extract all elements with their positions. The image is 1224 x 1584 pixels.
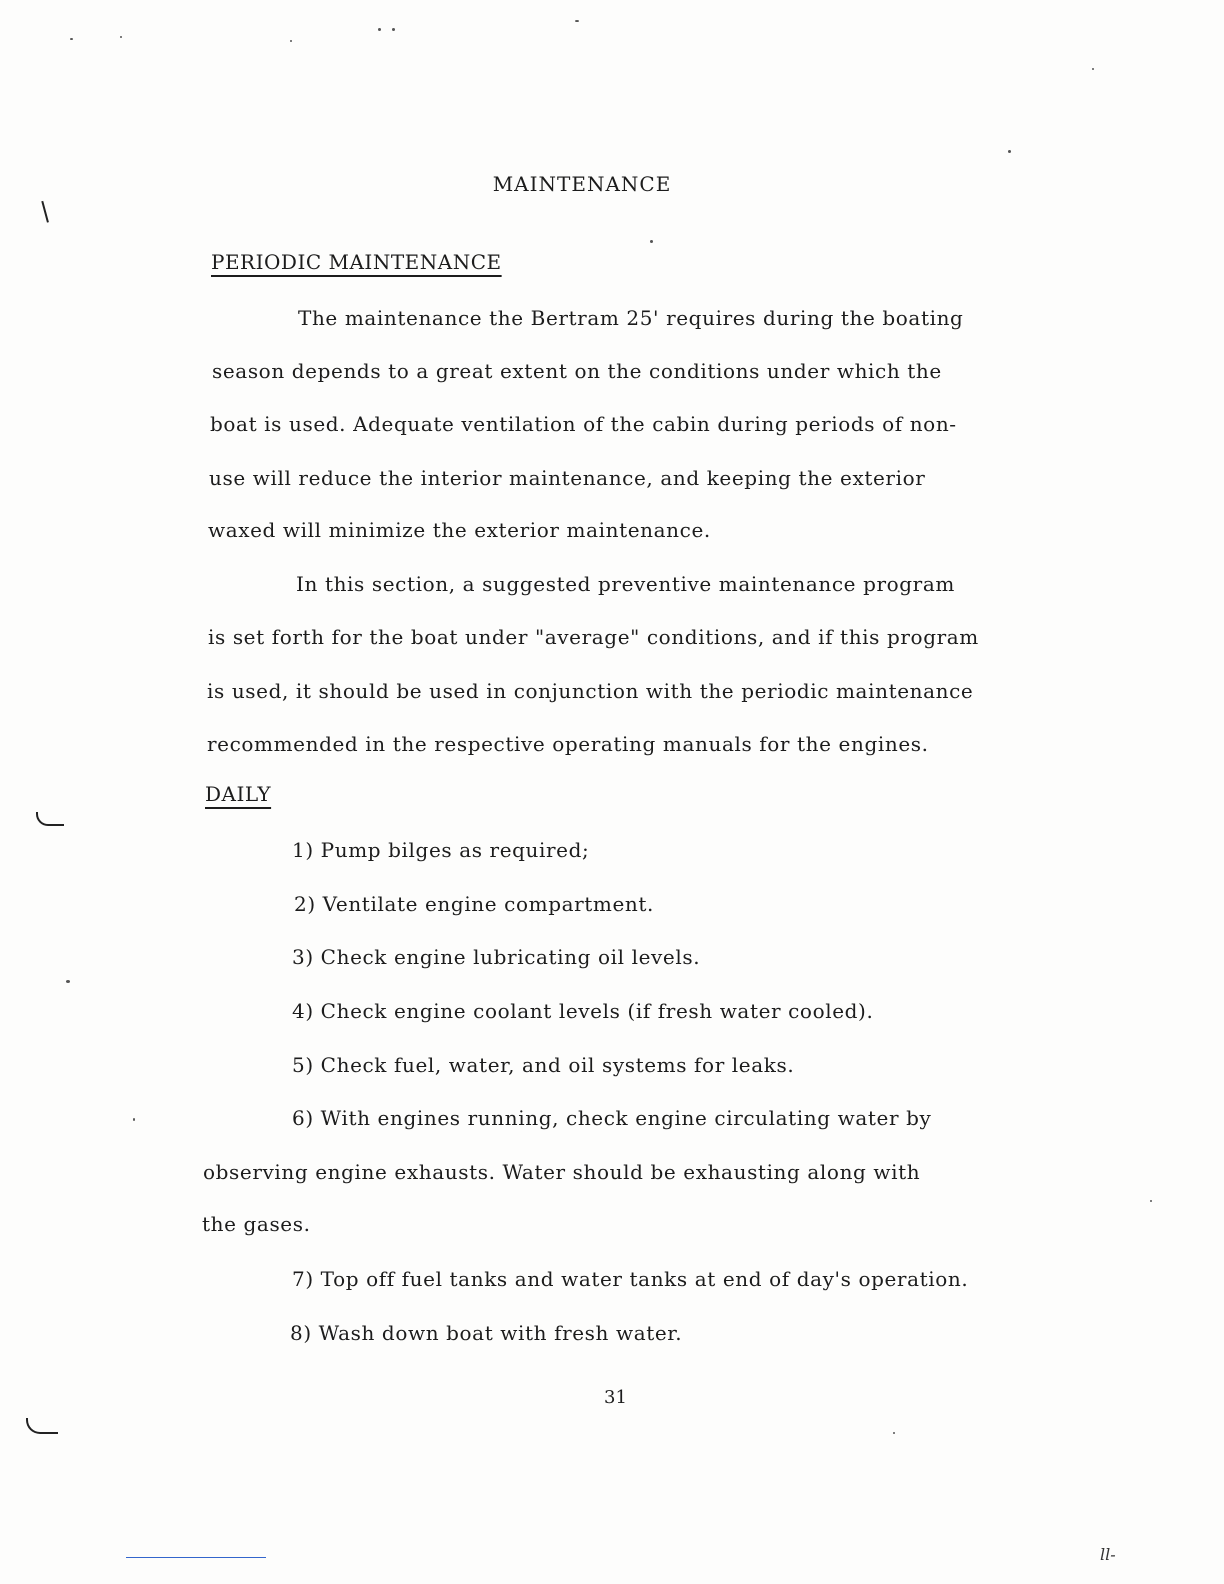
list-item: 7) Top off fuel tanks and water tanks at end of day's operation. xyxy=(292,1267,969,1291)
paragraph-line: In this section, a suggested preventive maintenance program xyxy=(296,572,955,596)
edge-mark xyxy=(36,812,64,826)
scan-speck xyxy=(392,28,395,31)
scan-speck xyxy=(1150,1200,1152,1202)
edge-mark xyxy=(41,199,54,222)
footer-rule xyxy=(126,1557,266,1558)
scan-speck xyxy=(575,20,579,22)
scan-speck xyxy=(66,980,70,983)
paragraph-line: use will reduce the interior maintenance, and keeping the exterior xyxy=(209,466,926,490)
list-item: 1) Pump bilges as required; xyxy=(292,838,590,862)
scan-speck xyxy=(290,40,292,42)
scan-speck xyxy=(70,38,73,40)
section-heading-daily: DAILY xyxy=(205,782,272,806)
paragraph-line: is set forth for the boat under "average" conditions, and if this program xyxy=(208,625,979,649)
list-item: 5) Check fuel, water, and oil systems for leaks. xyxy=(292,1053,795,1077)
scan-speck xyxy=(893,1432,895,1434)
list-item-continuation: the gases. xyxy=(202,1212,311,1236)
scan-speck xyxy=(378,28,381,31)
paragraph-line: recommended in the respective operating manuals for the engines. xyxy=(207,732,929,756)
document-title: MAINTENANCE xyxy=(492,172,672,196)
list-item: 2) Ventilate engine compartment. xyxy=(294,892,654,916)
page-number: 31 xyxy=(604,1387,627,1408)
section-heading-periodic: PERIODIC MAINTENANCE xyxy=(211,250,502,274)
list-item: 8) Wash down boat with fresh water. xyxy=(290,1321,683,1345)
list-item: 6) With engines running, check engine circulating water by xyxy=(292,1106,932,1130)
scan-speck xyxy=(1092,68,1094,70)
scan-speck xyxy=(650,240,653,243)
scan-speck xyxy=(1008,150,1011,153)
corner-mark: ll- xyxy=(1100,1545,1116,1564)
paragraph-line: The maintenance the Bertram 25' requires during the boating xyxy=(298,306,964,330)
list-item: 4) Check engine coolant levels (if fresh water cooled). xyxy=(292,999,874,1023)
paragraph-line: season depends to a great extent on the conditions under which the xyxy=(212,359,942,383)
list-item: 3) Check engine lubricating oil levels. xyxy=(292,945,701,969)
paragraph-line: waxed will minimize the exterior maintenance. xyxy=(208,518,711,542)
scan-speck xyxy=(120,36,122,38)
list-item-continuation: observing engine exhausts. Water should be exhausting along with xyxy=(203,1160,921,1184)
scan-speck xyxy=(133,1118,135,1121)
paragraph-line: is used, it should be used in conjunction with the periodic maintenance xyxy=(207,679,974,703)
paragraph-line: boat is used. Adequate ventilation of the cabin during periods of non- xyxy=(210,412,957,436)
edge-mark xyxy=(26,1418,58,1434)
